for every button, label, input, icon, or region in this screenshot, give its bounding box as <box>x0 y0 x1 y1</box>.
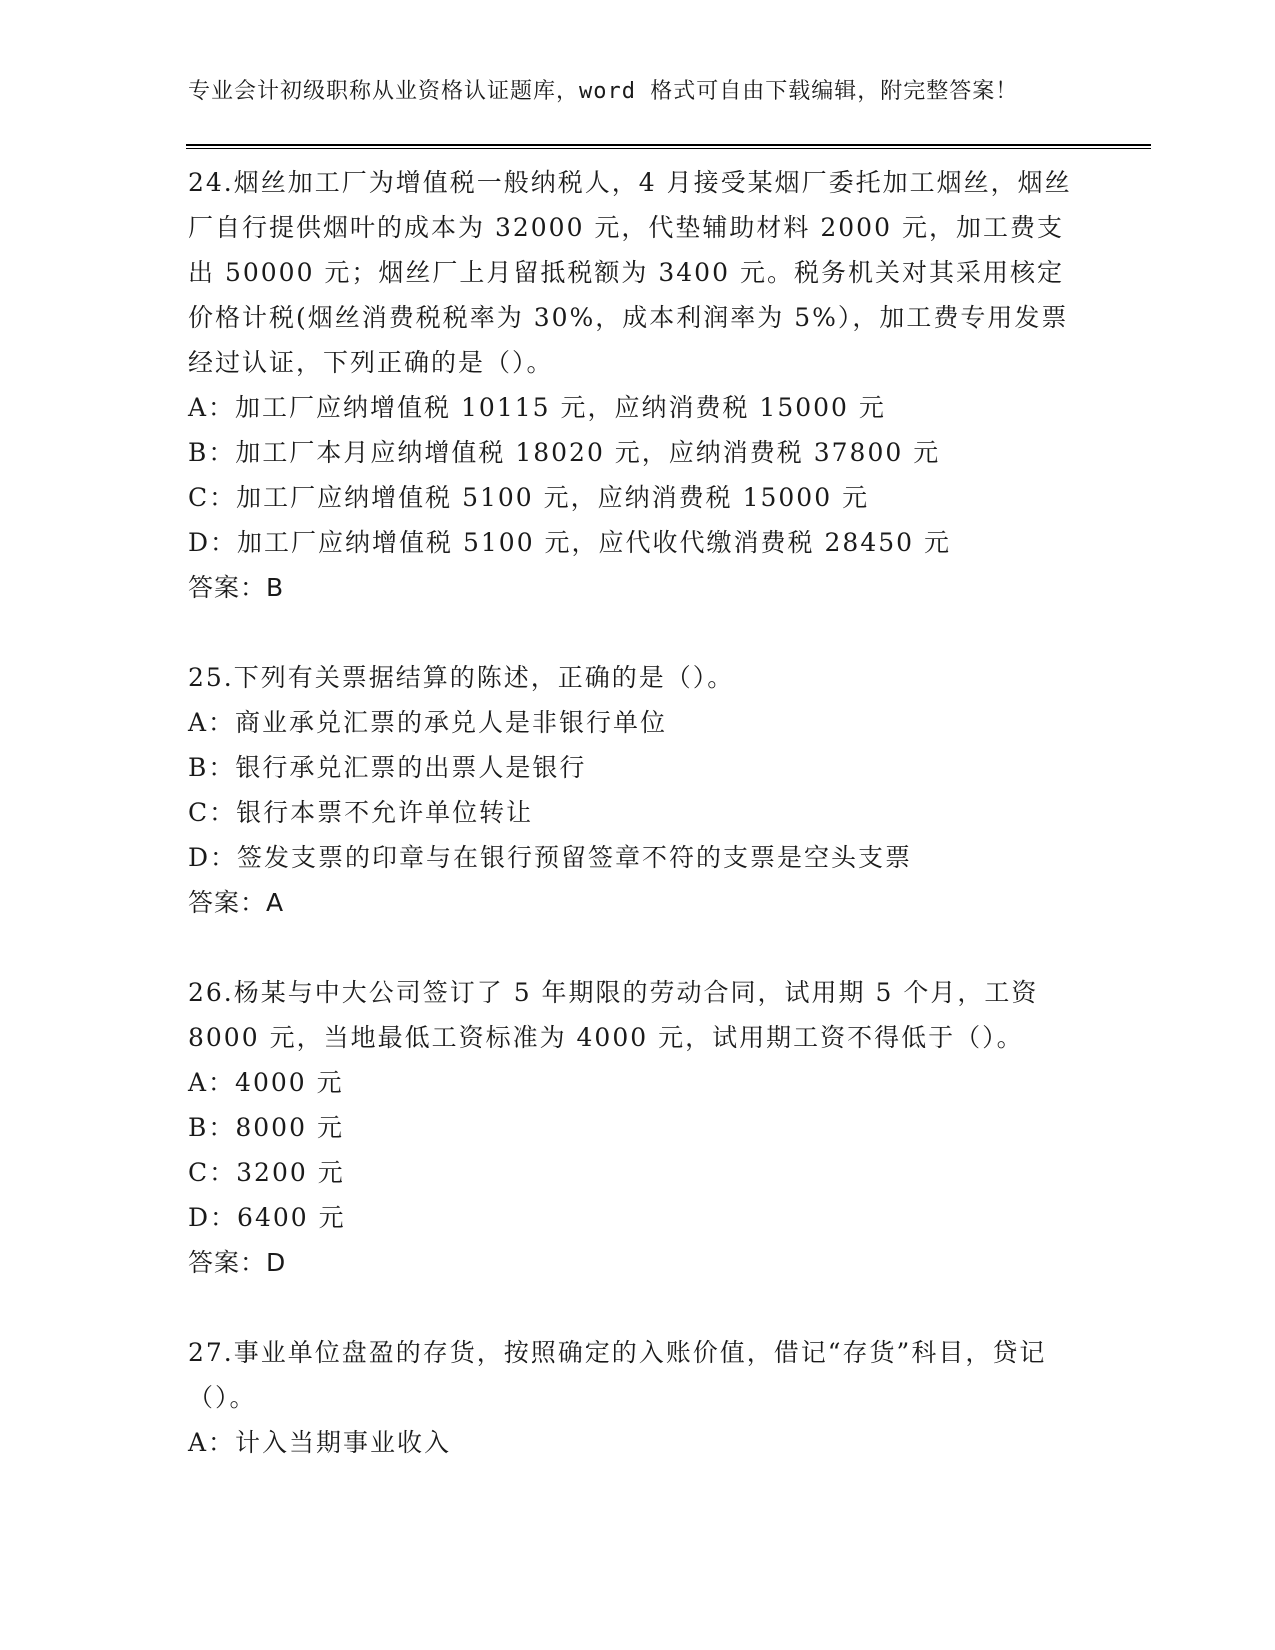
option-a: A：计入当期事业收入 <box>188 1428 452 1457</box>
option-c: C：银行本票不允许单位转让 <box>188 798 534 827</box>
option-a: A：商业承兑汇票的承兑人是非银行单位 <box>188 708 668 737</box>
option-b: B：加工厂本月应纳增值税 18020 元，应纳消费税 37800 元 <box>188 438 941 467</box>
option-a: A：加工厂应纳增值税 10115 元，应纳消费税 15000 元 <box>188 393 886 422</box>
question-stem: 26.杨某与中大公司签订了 5 年期限的劳动合同，试用期 5 个月，工资 8000 元，当地最低工资标准为 4000 元，试用期工资不得低于（）。 <box>188 978 1039 1052</box>
question-stem: 24.烟丝加工厂为增值税一般纳税人，4 月接受某烟厂委托加工烟丝，烟丝厂自行提供烟叶的成本为 32000 元，代垫辅助材料 2000 元，加工费支出 50000 元；烟丝厂上月留抵税额为 3400 元。税务机关对其采用核定价格计税(烟丝消费税税率为 30%，成本利润率为 5%），加工费专用发票经过认证，下列正确的是（）。 <box>188 168 1072 377</box>
question-stem: 25.下列有关票据结算的陈述，正确的是（）。 <box>188 663 735 692</box>
page-header: 专业会计初级职称从业资格认证题库，word 格式可自由下载编辑，附完整答案！ <box>188 79 1019 104</box>
option-c: C：加工厂应纳增值税 5100 元，应纳消费税 15000 元 <box>188 483 870 512</box>
answer: 答案：D <box>188 1248 287 1277</box>
answer: 答案：A <box>188 888 285 917</box>
question-27 <box>188 1330 1088 1465</box>
question-stem: 27.事业单位盘盈的存货，按照确定的入账价值，借记“存货”科目，贷记（）。 <box>188 1338 1047 1412</box>
option-b: B：8000 元 <box>188 1113 344 1142</box>
header-divider <box>186 144 1151 149</box>
question-25 <box>188 655 1088 925</box>
option-d: D：加工厂应纳增值税 5100 元，应代收代缴消费税 28450 元 <box>188 528 951 557</box>
option-a: A：4000 元 <box>188 1068 344 1097</box>
option-b: B：银行承兑汇票的出票人是银行 <box>188 753 587 782</box>
option-d: D：6400 元 <box>188 1203 346 1232</box>
answer: 答案：B <box>188 573 285 602</box>
question-list <box>188 160 1088 1510</box>
question-24 <box>188 160 1088 610</box>
option-d: D：签发支票的印章与在银行预留签章不符的支票是空头支票 <box>188 843 913 872</box>
option-c: C：3200 元 <box>188 1158 345 1187</box>
question-26 <box>188 970 1088 1285</box>
